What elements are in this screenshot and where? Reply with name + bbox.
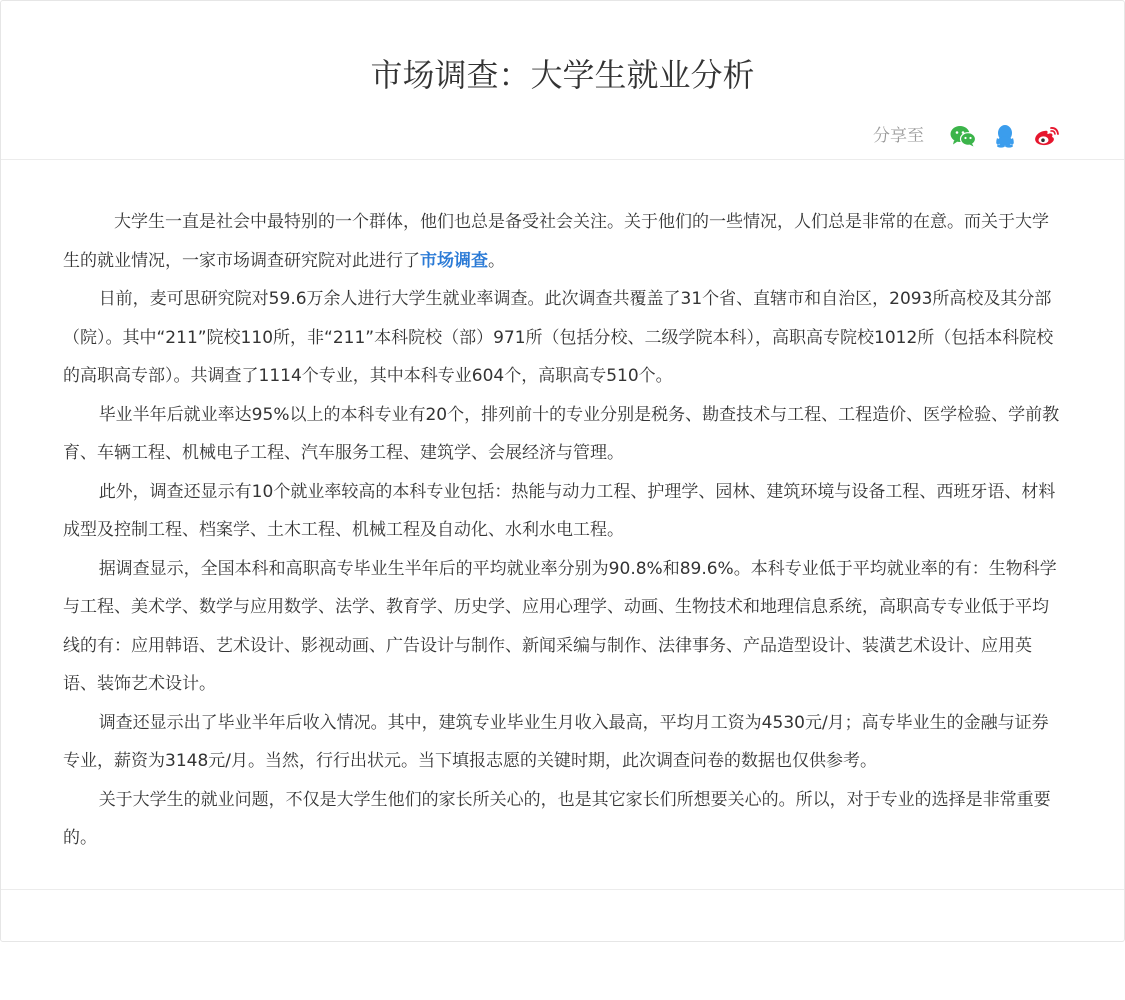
paragraph-1-text-before: 大学生一直是社会中最特别的一个群体，他们也总是备受社会关注。关于他们的一些情况，人们总是非常的在意。而关于大学生的就业情况，一家市场调查研究院对此进行了 xyxy=(63,212,1049,271)
article-title: 市场调查：大学生就业分析 xyxy=(370,56,755,94)
paragraph-6: 调查还显示出了毕业半年后收入情况。其中，建筑专业毕业生月收入最高，平均月工资为4530元/月；高专毕业生的金融与证券专业，薪资为3148元/月。当然，行行出状元。当下填报志愿的关键时期，此次调查问卷的数据也仅供参考。 xyxy=(63,712,1049,771)
share-bar xyxy=(873,121,1062,151)
paragraph-3: 毕业半年后就业率达95%以上的本科专业有20个，排列前十的专业分别是税务、勘查技术与工程、工程造价、医学检验、学前教育、车辆工程、机械电子工程、汽车服务工程、建筑学、会展经济与管理。 xyxy=(63,404,1060,463)
paragraph-1-text-after: 。 xyxy=(488,250,505,271)
paragraph-2: 日前，麦可思研究院对59.6万余人进行大学生就业率调查。此次调查共覆盖了31个省、直辖市和自治区，2093所高校及其分部（院）。其中“211”院校110所，非“211”本科院校（部）971所（包括分校、二级学院本科），高职高专院校1012所（包括本科院校的高职高专部）。共调查了1114个专业，其中本科专业604个，高职高专510个。 xyxy=(63,289,1054,386)
weibo-icon[interactable] xyxy=(1032,121,1062,151)
wechat-icon[interactable] xyxy=(948,121,978,151)
paragraph-1 xyxy=(63,203,1063,280)
market-research-link[interactable]: 市场调查 xyxy=(420,250,488,271)
article-header xyxy=(1,1,1124,160)
paragraph-4: 此外，调查还显示有10个就业率较高的本科专业包括：热能与动力工程、护理学、园林、建筑环境与设备工程、西班牙语、材料成型及控制工程、档案学、土木工程、机械工程及自动化、水利水电工程。 xyxy=(63,481,1056,540)
paragraph-7: 关于大学生的就业问题，不仅是大学生他们的家长所关心的，也是其它家长们所想要关心的。所以，对于专业的选择是非常重要的。 xyxy=(63,789,1051,848)
paragraph-5: 据调查显示，全国本科和高职高专毕业生半年后的平均就业率分别为90.8%和89.6%。本科专业低于平均就业率的有：生物科学与工程、美术学、数学与应用数学、法学、教育学、历史学、应用心理学、动画、生物技术和地理信息系统，高职高专专业低于平均线的有：应用韩语、艺术设计、影视动画、广告设计与制作、新闻采编与制作、法律事务、产品造型设计、装潢艺术设计、应用英语、装饰艺术设计。 xyxy=(63,558,1057,694)
article-footer xyxy=(1,889,1124,942)
article-body xyxy=(63,203,1063,858)
share-label: 分享至 xyxy=(873,126,924,146)
qq-icon[interactable] xyxy=(990,121,1020,151)
